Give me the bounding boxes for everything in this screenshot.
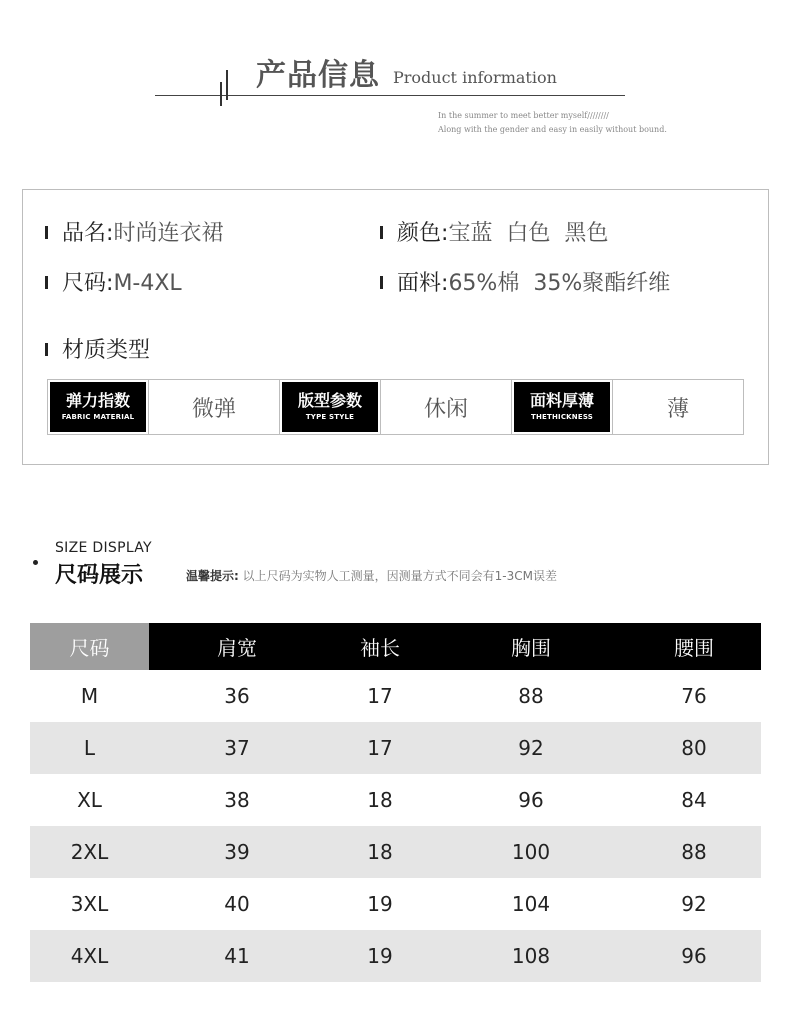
table-cell: 39 (224, 840, 250, 864)
table-cell: 104 (511, 892, 551, 916)
table-cell: 80 (681, 736, 707, 760)
table-cell: 2XL (70, 840, 109, 864)
header-cell-size: 尺码 (30, 623, 149, 670)
table-cell: 17 (367, 684, 393, 708)
table-cell: 100 (511, 840, 551, 864)
info-color (380, 216, 608, 247)
header-tick-mark (220, 82, 222, 106)
table-row (30, 774, 761, 826)
info-colon: : (441, 271, 449, 296)
attr-value-thickness: 薄 (666, 396, 689, 422)
material-type-label: 材质类型 (62, 338, 151, 363)
info-value: M-4XL (113, 271, 182, 296)
table-cell: 38 (224, 788, 250, 812)
table-cell: 108 (511, 944, 551, 968)
table-cell: 18 (367, 788, 393, 812)
material-type-heading (45, 333, 150, 364)
size-tip (186, 567, 557, 584)
info-key: 品名 (62, 221, 107, 246)
header-subtitle-1: In the summer to meet better myself//////// (438, 111, 609, 120)
info-value: 65%棉 35%聚酯纤维 (448, 271, 671, 296)
table-cell: 76 (681, 684, 707, 708)
attr-badge (50, 382, 146, 432)
header-cell-shoulder: 肩宽 (217, 636, 257, 660)
bullet-dot (33, 560, 38, 565)
attr-value-elasticity: 微弹 (149, 380, 280, 434)
attr-label-elasticity (48, 380, 149, 434)
table-cell: 18 (367, 840, 393, 864)
size-display-title-en: SIZE DISPLAY (55, 540, 152, 556)
table-cell: 84 (681, 788, 707, 812)
table-cell: 3XL (70, 892, 109, 916)
table-header-row (30, 623, 761, 670)
attr-badge-cn: 版型参数 (297, 391, 362, 410)
table-cell: 92 (518, 736, 544, 760)
attr-label-thickness (512, 380, 613, 434)
header-subtitle-2: Along with the gender and easy in easily without bound. (438, 125, 667, 134)
table-cell: 96 (681, 944, 707, 968)
table-cell: 19 (367, 944, 393, 968)
table-row (30, 878, 761, 930)
table-cell: 37 (224, 736, 250, 760)
material-attributes (47, 379, 744, 435)
table-cell: 36 (224, 684, 250, 708)
info-colon: : (441, 221, 449, 246)
table-cell: L (83, 736, 96, 760)
attr-badge-en: TYPE STYLE (305, 413, 355, 421)
table-cell: 17 (367, 736, 393, 760)
table-row (30, 826, 761, 878)
info-value: 时尚连衣裙 (113, 221, 224, 246)
info-key: 颜色 (397, 221, 442, 246)
table-cell: 4XL (70, 944, 109, 968)
size-display-title-cn: 尺码展示 (55, 563, 144, 588)
table-cell: M (80, 684, 99, 708)
table-row (30, 722, 761, 774)
info-colon: : (106, 271, 114, 296)
table-row (30, 670, 761, 722)
attr-label-style (280, 380, 381, 434)
bullet-bar (380, 276, 383, 289)
attr-badge-en: THETHICKNESS (530, 413, 594, 421)
table-cell: 40 (224, 892, 250, 916)
table-cell: 88 (681, 840, 707, 864)
info-colon: : (106, 221, 114, 246)
table-cell: 96 (518, 788, 544, 812)
bullet-bar (45, 343, 48, 356)
info-fabric (380, 266, 670, 297)
attr-badge-cn: 弹力指数 (65, 391, 130, 410)
size-table (30, 623, 761, 982)
table-cell: 19 (367, 892, 393, 916)
attr-badge (514, 382, 610, 432)
info-value: 宝蓝 白色 黑色 (448, 221, 609, 246)
section-title-en: Product information (393, 68, 557, 87)
header-cell-waist: 腰围 (674, 636, 714, 660)
bullet-bar (380, 226, 383, 239)
info-key: 面料 (397, 271, 442, 296)
section-title-cn: 产品信息 (256, 58, 380, 93)
info-name (45, 216, 223, 247)
attr-value-style: 休闲 (381, 380, 512, 434)
table-row (30, 930, 761, 982)
bullet-bar (45, 226, 48, 239)
table-cell: 88 (518, 684, 544, 708)
table-cell: XL (77, 788, 102, 812)
table-cell: 92 (681, 892, 707, 916)
attr-badge-cn: 面料厚薄 (529, 391, 594, 410)
table-cell: 41 (224, 944, 250, 968)
header-cell-sleeve: 袖长 (360, 636, 400, 660)
header-cell-bust: 胸围 (511, 636, 551, 660)
info-size (45, 266, 182, 297)
size-tip-key: 温馨提示: (186, 569, 239, 583)
attr-badge-en: FABRIC MATERIAL (61, 413, 135, 421)
info-key: 尺码 (62, 271, 107, 296)
header-tick-mark (226, 70, 228, 100)
attr-badge (282, 382, 378, 432)
size-tip-text: 以上尺码为实物人工测量，因测量方式不同会有1-3CM误差 (242, 569, 557, 583)
bullet-bar (45, 276, 48, 289)
